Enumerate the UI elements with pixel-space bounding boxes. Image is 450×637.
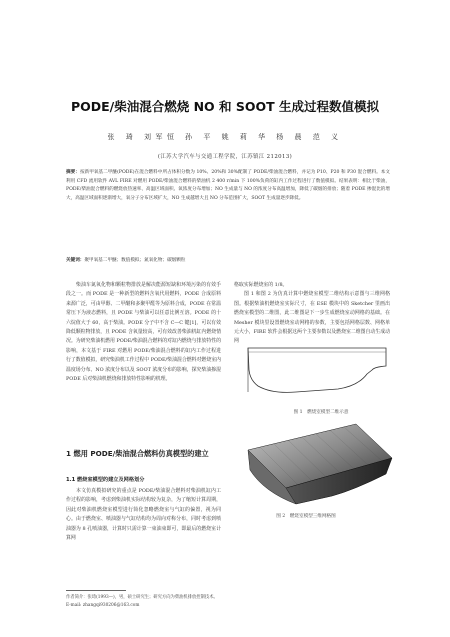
section-1-heading: 1 燃用 PODE/柴油混合燃料仿真模型的建立 (66, 449, 209, 458)
right-paragraph-1: 格取实际燃烧室的 1/8。 (234, 282, 288, 288)
abstract (66, 169, 390, 203)
footnote-rule (66, 590, 126, 591)
figure-2-caption: 图 2 燃烧室模型三维网格图 (276, 514, 336, 519)
affiliation: (江苏大学汽车与交通工程学院，江苏镇江 212013) (157, 154, 293, 160)
paper-title: PODE/柴油混合燃烧 NO 和 SOOT 生成过程数值模拟 (70, 99, 380, 114)
figure-1-chamber-2d (246, 340, 392, 400)
figure-2-mesh-3d (236, 418, 396, 508)
keywords-label: 关键词： (66, 258, 85, 263)
keywords (66, 257, 390, 265)
right-paragraph-2: 图 1 和图 2 为仿真计算中燃烧室模型二维结构示意图与三维网格图。根据柴油机燃烧室实际尺寸，在 ESE 模块中的 Sketcher 里画出燃烧室模型的二维图，此二维图是下一步生成燃烧室动网格的基础。在 Mesher 模块里设置燃烧室动网格的参数，主要包括网格层数、网格单元大小，FIRE 软件会根据这两个主要参数以及燃烧室二维图自动生成动网 (234, 291, 390, 345)
figure-1-caption: 图 1 燃烧室模型二维示意 (293, 410, 349, 415)
author-list: 张 琦 刘军恒 孙 平 姚 莉 华 杨 晨 范 义 (107, 133, 343, 141)
left-column-intro (66, 281, 221, 384)
abstract-label: 摘要： (66, 170, 80, 175)
chamber-profile-line (248, 348, 386, 392)
section-1-1-paragraph: 本文仿真模拟研究的重点是 PODE/柴油混合燃料对柴油机缸内工作过程的影响，考虑到柴油机实际结构较为复杂，为了缩短计算周期，因此对柴油机燃烧室模型进行简化忽略燃烧室与气缸的偏置，视为同心。由于燃烧室、喷油器与气缸结构均为周向对称分布，同时考虑到喷油器为 8 孔喷油器，计算时只需计算一束油束即可，即最后的燃烧室计算网 (66, 488, 221, 542)
section-1-1-heading: 1.1 燃烧室模型的建立及网格划分 (66, 477, 145, 483)
intro-paragraph: 柴油车氮氧化物和颗粒物排放是解决能源短缺和环境污染的有效手段之一。而 PODE 是一种新型的燃料含氧代用燃料，PODE 合成原料来源广泛，可由甲醇、二甲醚和多聚甲醛等为原料合成，PODE 在常温常压下为液态燃料，且 PODE 与柴油可以任意比例互溶。PODE 的十六烷值大于 60，高于柴油。PODE 分子中不含 C—C 键[1]，可以有效降低颗粒物排放，且 PODE 含氧量较高，可有效改善柴油机缸内燃烧情况。为研究柴油机燃用 PODE/柴油混合燃料的对缸内燃烧与排放特性的影响，本文基于 FIRE 对燃用 PODE/柴油混合燃料的缸内工作过程进行了数值模拟，研究柴油机工作过程中 PODE/柴油混合燃料对燃烧室内温度场分布、NO 浓度分布以及 SOOT 浓度分布的影响，探究柴油掺混 PODE 后对柴油机燃烧和排放特性影响的机理。 (66, 282, 221, 383)
keywords-text: 聚甲氧基二甲醚；数值模拟；氮氧化物；碳烟颗粒 (84, 258, 186, 263)
abstract-text: 按新甲氧基二甲醚(PODE)在混合燃料中所占体积分数为 10%、20%和 30%配制了 PODE/柴油混合燃料，并记为 P10、P20 和 P30 混合燃料。本文利用 CFD 流用软件 AVL FIRE 对燃用 PODE/柴油混合燃料的柴油机 2 400 r/min 下 100%负荷的缸内工作过程进行了数值模拟。结果表明：相比于柴油，PODE/柴油混合燃料的燃烧放热速率、高温区域面积、氧浓度分布增加；NO 生成量与 NO 的浓度分布高温增加，降低了碳烟的排放；随着 PODE 掺混比的增大，高温区域面积逐渐增大，氧分子分布区域扩大，NO 生成越增大且 NO 分布范围扩大，SOOT 生成量逐步降低。 (66, 170, 390, 201)
footnote-email: E-mail: zhangqi930206@163.com (66, 603, 140, 609)
footnote (66, 594, 266, 610)
section-1-1-body (66, 487, 221, 543)
footnote-author-bio: 作者简介：张琦(1993—)，男，硕士研究生；研究方向为柴油机排放控制技术。 (66, 595, 218, 600)
right-column-text (234, 281, 390, 347)
